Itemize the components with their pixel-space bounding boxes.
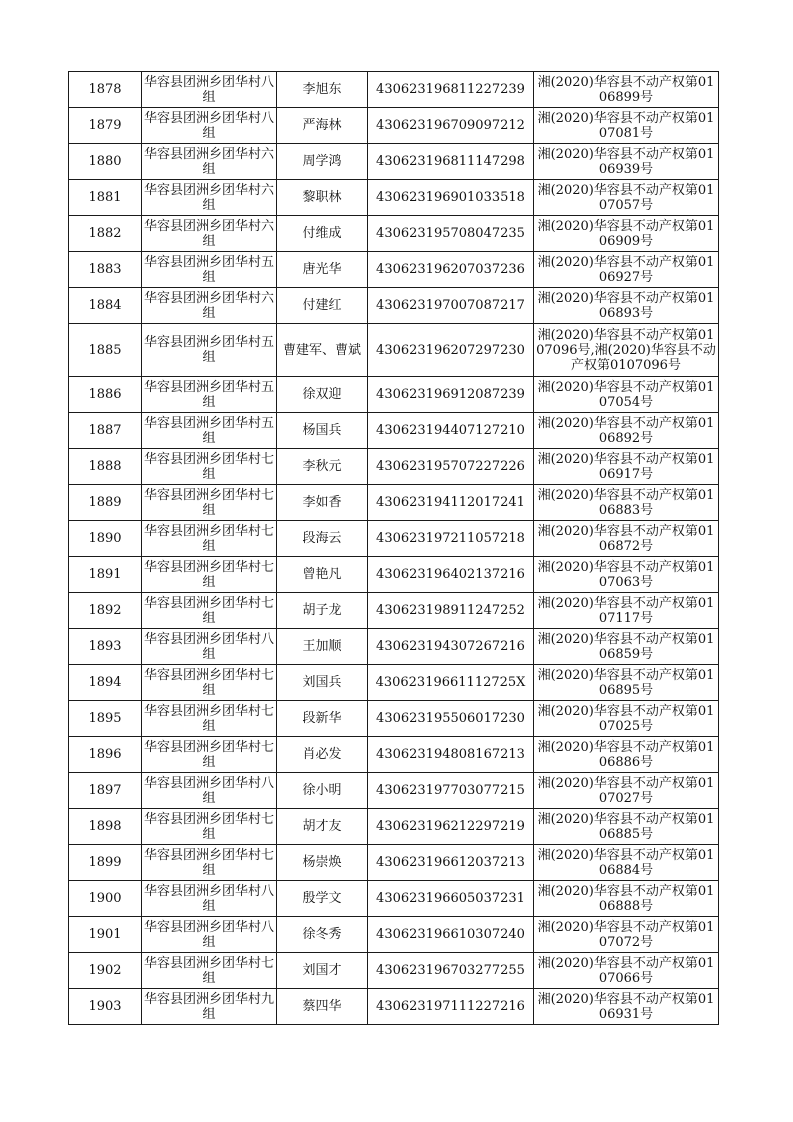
certificate-number-cell: 湘(2020)华容县不动产权第0107117号	[534, 593, 719, 629]
address-cell: 华容县团洲乡团华村八组	[142, 917, 277, 953]
owner-name-cell: 蔡四华	[277, 989, 368, 1025]
certificate-number-cell: 湘(2020)华容县不动产权第0107063号	[534, 557, 719, 593]
address-cell: 华容县团洲乡团华村七组	[142, 521, 277, 557]
row-number: 1889	[69, 485, 142, 521]
id-number-cell: 430623197007087217	[368, 288, 534, 324]
address-cell: 华容县团洲乡团华村九组	[142, 989, 277, 1025]
certificate-number-cell: 湘(2020)华容县不动产权第0107054号	[534, 377, 719, 413]
address-cell: 华容县团洲乡团华村七组	[142, 953, 277, 989]
owner-name-cell: 曾艳凡	[277, 557, 368, 593]
address-cell: 华容县团洲乡团华村八组	[142, 773, 277, 809]
owner-name-cell: 李如香	[277, 485, 368, 521]
row-number: 1890	[69, 521, 142, 557]
address-cell: 华容县团洲乡团华村七组	[142, 449, 277, 485]
address-cell: 华容县团洲乡团华村七组	[142, 809, 277, 845]
row-number: 1892	[69, 593, 142, 629]
owner-name-cell: 曹建军、曹斌	[277, 324, 368, 377]
certificate-number-cell: 湘(2020)华容县不动产权第0106931号	[534, 989, 719, 1025]
id-number-cell: 430623195707227226	[368, 449, 534, 485]
certificate-number-cell: 湘(2020)华容县不动产权第0106939号	[534, 144, 719, 180]
row-number: 1884	[69, 288, 142, 324]
address-cell: 华容县团洲乡团华村五组	[142, 377, 277, 413]
id-number-cell: 430623196610307240	[368, 917, 534, 953]
row-number: 1886	[69, 377, 142, 413]
owner-name-cell: 胡子龙	[277, 593, 368, 629]
owner-name-cell: 刘国才	[277, 953, 368, 989]
table-row	[69, 593, 719, 629]
owner-name-cell: 肖必发	[277, 737, 368, 773]
table-row	[69, 809, 719, 845]
row-number: 1880	[69, 144, 142, 180]
id-number-cell: 430623197211057218	[368, 521, 534, 557]
row-number: 1903	[69, 989, 142, 1025]
certificate-number-cell: 湘(2020)华容县不动产权第0106899号	[534, 72, 719, 108]
table-row	[69, 557, 719, 593]
id-number-cell: 430623196207037236	[368, 252, 534, 288]
owner-name-cell: 段新华	[277, 701, 368, 737]
owner-name-cell: 胡才友	[277, 809, 368, 845]
table-row	[69, 773, 719, 809]
owner-name-cell: 徐双迎	[277, 377, 368, 413]
address-cell: 华容县团洲乡团华村六组	[142, 216, 277, 252]
id-number-cell: 430623196811227239	[368, 72, 534, 108]
address-cell: 华容县团洲乡团华村七组	[142, 593, 277, 629]
table-row	[69, 701, 719, 737]
owner-name-cell: 付建红	[277, 288, 368, 324]
row-number: 1898	[69, 809, 142, 845]
row-number: 1887	[69, 413, 142, 449]
id-number-cell: 430623196207297230	[368, 324, 534, 377]
owner-name-cell: 殷学文	[277, 881, 368, 917]
owner-name-cell: 付维成	[277, 216, 368, 252]
address-cell: 华容县团洲乡团华村五组	[142, 324, 277, 377]
certificate-number-cell: 湘(2020)华容县不动产权第0107081号	[534, 108, 719, 144]
table-row	[69, 144, 719, 180]
table-row	[69, 917, 719, 953]
owner-name-cell: 黎职林	[277, 180, 368, 216]
table-row	[69, 665, 719, 701]
table-row	[69, 629, 719, 665]
certificate-number-cell: 湘(2020)华容县不动产权第0106909号	[534, 216, 719, 252]
id-number-cell: 430623198911247252	[368, 593, 534, 629]
property-records-table	[68, 71, 719, 1025]
row-number: 1901	[69, 917, 142, 953]
table-row	[69, 377, 719, 413]
owner-name-cell: 徐冬秀	[277, 917, 368, 953]
row-number: 1899	[69, 845, 142, 881]
id-number-cell: 430623194808167213	[368, 737, 534, 773]
id-number-cell: 430623195708047235	[368, 216, 534, 252]
address-cell: 华容县团洲乡团华村五组	[142, 252, 277, 288]
address-cell: 华容县团洲乡团华村八组	[142, 108, 277, 144]
owner-name-cell: 杨崇焕	[277, 845, 368, 881]
id-number-cell: 430623196811147298	[368, 144, 534, 180]
table-row	[69, 216, 719, 252]
table-row	[69, 413, 719, 449]
certificate-number-cell: 湘(2020)华容县不动产权第0106927号	[534, 252, 719, 288]
certificate-number-cell: 湘(2020)华容县不动产权第0106859号	[534, 629, 719, 665]
row-number: 1885	[69, 324, 142, 377]
row-number: 1891	[69, 557, 142, 593]
id-number-cell: 430623196402137216	[368, 557, 534, 593]
id-number-cell: 43062319661112725X	[368, 665, 534, 701]
table-row	[69, 521, 719, 557]
address-cell: 华容县团洲乡团华村六组	[142, 180, 277, 216]
row-number: 1902	[69, 953, 142, 989]
id-number-cell: 430623196901033518	[368, 180, 534, 216]
row-number: 1882	[69, 216, 142, 252]
owner-name-cell: 严海林	[277, 108, 368, 144]
certificate-number-cell: 湘(2020)华容县不动产权第0107096号,湘(2020)华容县不动产权第0107096号	[534, 324, 719, 377]
row-number: 1878	[69, 72, 142, 108]
id-number-cell: 430623195506017230	[368, 701, 534, 737]
row-number: 1881	[69, 180, 142, 216]
table-row	[69, 737, 719, 773]
certificate-number-cell: 湘(2020)华容县不动产权第0107025号	[534, 701, 719, 737]
certificate-number-cell: 湘(2020)华容县不动产权第0106884号	[534, 845, 719, 881]
address-cell: 华容县团洲乡团华村七组	[142, 485, 277, 521]
id-number-cell: 430623196612037213	[368, 845, 534, 881]
id-number-cell: 430623194307267216	[368, 629, 534, 665]
owner-name-cell: 李旭东	[277, 72, 368, 108]
id-number-cell: 430623197111227216	[368, 989, 534, 1025]
table-row	[69, 881, 719, 917]
certificate-number-cell: 湘(2020)华容县不动产权第0106886号	[534, 737, 719, 773]
address-cell: 华容县团洲乡团华村七组	[142, 701, 277, 737]
address-cell: 华容县团洲乡团华村六组	[142, 144, 277, 180]
certificate-number-cell: 湘(2020)华容县不动产权第0106893号	[534, 288, 719, 324]
certificate-number-cell: 湘(2020)华容县不动产权第0106872号	[534, 521, 719, 557]
row-number: 1900	[69, 881, 142, 917]
id-number-cell: 430623194407127210	[368, 413, 534, 449]
table-row	[69, 288, 719, 324]
table-row	[69, 449, 719, 485]
address-cell: 华容县团洲乡团华村八组	[142, 881, 277, 917]
certificate-number-cell: 湘(2020)华容县不动产权第0107066号	[534, 953, 719, 989]
address-cell: 华容县团洲乡团华村六组	[142, 288, 277, 324]
row-number: 1893	[69, 629, 142, 665]
table-row	[69, 180, 719, 216]
address-cell: 华容县团洲乡团华村八组	[142, 72, 277, 108]
id-number-cell: 430623196212297219	[368, 809, 534, 845]
address-cell: 华容县团洲乡团华村七组	[142, 665, 277, 701]
owner-name-cell: 杨国兵	[277, 413, 368, 449]
owner-name-cell: 唐光华	[277, 252, 368, 288]
owner-name-cell: 周学鸿	[277, 144, 368, 180]
id-number-cell: 430623194112017241	[368, 485, 534, 521]
table-row	[69, 989, 719, 1025]
address-cell: 华容县团洲乡团华村八组	[142, 629, 277, 665]
certificate-number-cell: 湘(2020)华容县不动产权第0106885号	[534, 809, 719, 845]
row-number: 1888	[69, 449, 142, 485]
address-cell: 华容县团洲乡团华村五组	[142, 413, 277, 449]
table-row	[69, 108, 719, 144]
row-number: 1883	[69, 252, 142, 288]
address-cell: 华容县团洲乡团华村七组	[142, 737, 277, 773]
table-row	[69, 953, 719, 989]
address-cell: 华容县团洲乡团华村七组	[142, 557, 277, 593]
certificate-number-cell: 湘(2020)华容县不动产权第0106895号	[534, 665, 719, 701]
id-number-cell: 430623196703277255	[368, 953, 534, 989]
table-row	[69, 252, 719, 288]
certificate-number-cell: 湘(2020)华容县不动产权第0107072号	[534, 917, 719, 953]
certificate-number-cell: 湘(2020)华容县不动产权第0107027号	[534, 773, 719, 809]
address-cell: 华容县团洲乡团华村七组	[142, 845, 277, 881]
certificate-number-cell: 湘(2020)华容县不动产权第0107057号	[534, 180, 719, 216]
owner-name-cell: 段海云	[277, 521, 368, 557]
id-number-cell: 430623197703077215	[368, 773, 534, 809]
certificate-number-cell: 湘(2020)华容县不动产权第0106917号	[534, 449, 719, 485]
id-number-cell: 430623196912087239	[368, 377, 534, 413]
table-row	[69, 72, 719, 108]
owner-name-cell: 王加顺	[277, 629, 368, 665]
row-number: 1879	[69, 108, 142, 144]
certificate-number-cell: 湘(2020)华容县不动产权第0106883号	[534, 485, 719, 521]
id-number-cell: 430623196709097212	[368, 108, 534, 144]
owner-name-cell: 李秋元	[277, 449, 368, 485]
certificate-number-cell: 湘(2020)华容县不动产权第0106892号	[534, 413, 719, 449]
id-number-cell: 430623196605037231	[368, 881, 534, 917]
owner-name-cell: 刘国兵	[277, 665, 368, 701]
table-row	[69, 845, 719, 881]
table-body	[69, 72, 719, 1025]
certificate-number-cell: 湘(2020)华容县不动产权第0106888号	[534, 881, 719, 917]
table-row	[69, 485, 719, 521]
row-number: 1896	[69, 737, 142, 773]
row-number: 1897	[69, 773, 142, 809]
table-row	[69, 324, 719, 377]
owner-name-cell: 徐小明	[277, 773, 368, 809]
row-number: 1894	[69, 665, 142, 701]
row-number: 1895	[69, 701, 142, 737]
